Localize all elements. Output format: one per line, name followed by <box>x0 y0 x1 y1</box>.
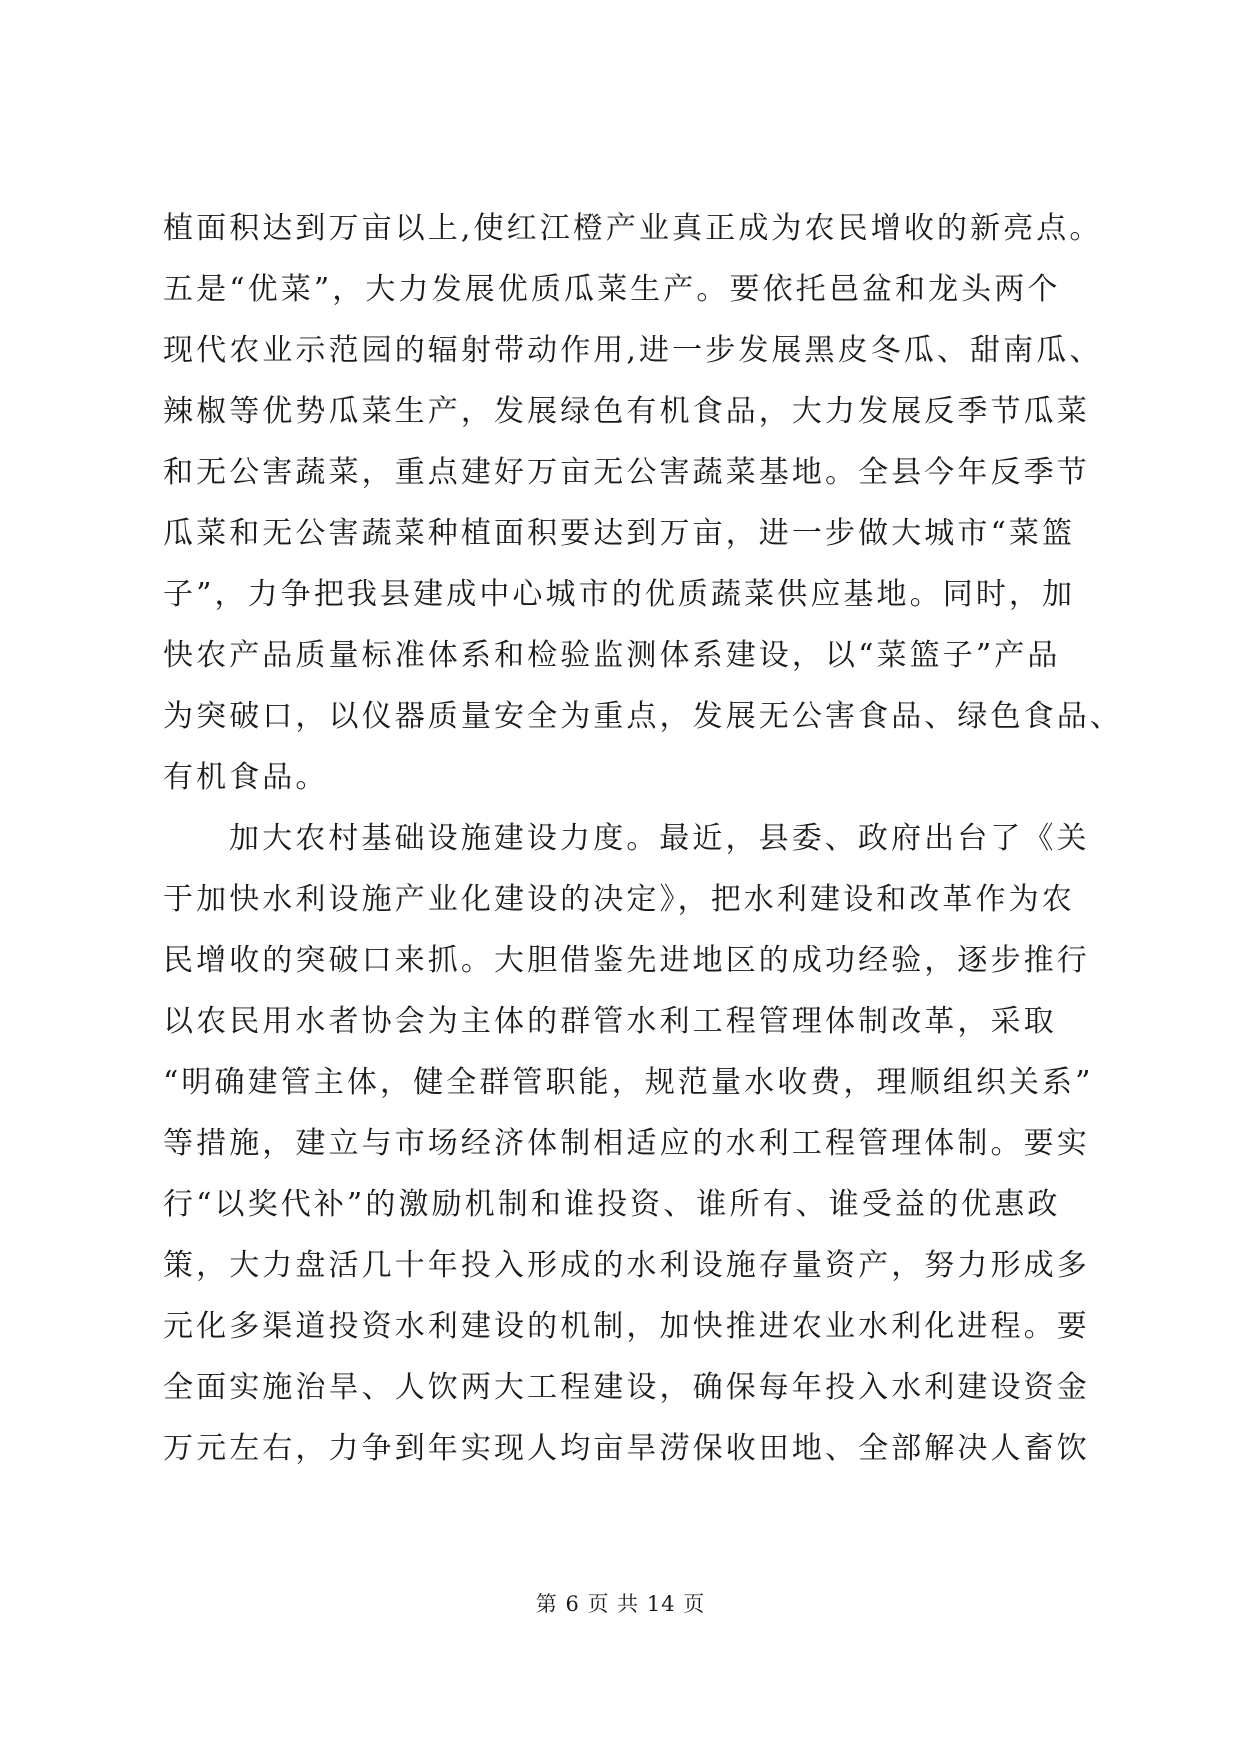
text-line: “明确建管主体，健全群管职能，规范量水收费，理顺组织关系” <box>163 1065 1094 1100</box>
text-line: 子”，力争把我县建成中心城市的优质蔬菜供应基地。同时，加 <box>163 577 1076 612</box>
text-line: 以农民用水者协会为主体的群管水利工程管理体制改革，采取 <box>163 1004 1057 1039</box>
text-line: 元化多渠道投资水利建设的机制，加快推进农业水利化进程。要 <box>163 1309 1090 1344</box>
text-line: 民增收的突破口来抓。大胆借鉴先进地区的成功经验，逐步推行 <box>163 943 1090 978</box>
page-footer: 第 6 页 共 14 页 <box>535 1592 706 1616</box>
text-line: 辣椒等优势瓜菜生产，发展绿色有机食品，大力发展反季节瓜菜 <box>163 394 1090 429</box>
text-line: 现代农业示范园的辐射带动作用,进一步发展黑皮冬瓜、甜南瓜、 <box>163 333 1103 368</box>
text-line: 和无公害蔬菜，重点建好万亩无公害蔬菜基地。全县今年反季节 <box>163 455 1090 490</box>
text-line: 有机食品。 <box>163 760 329 795</box>
text-line: 于加快水利设施产业化建设的决定》，把水利建设和改革作为农 <box>163 882 1075 917</box>
text-line: 全面实施治旱、人饮两大工程建设，确保每年投入水利建设资金 <box>163 1370 1090 1405</box>
text-line: 为突破口，以仪器质量安全为重点，发展无公害食品、绿色食品、 <box>163 699 1123 734</box>
body-text <box>163 198 1123 1479</box>
text-line: 瓜菜和无公害蔬菜种植面积要达到万亩，进一步做大城市“菜篮 <box>163 516 1076 551</box>
text-line: 五是“优菜”，大力发展优质瓜菜生产。要依托邑盆和龙头两个 <box>163 272 1061 307</box>
text-line: 策，大力盘活几十年投入形成的水利设施存量资产，努力形成多 <box>163 1248 1090 1283</box>
text-line: 等措施，建立与市场经济体制相适应的水利工程管理体制。要实 <box>163 1126 1090 1161</box>
text-line: 万元左右，力争到年实现人均亩旱涝保收田地、全部解决人畜饮 <box>163 1431 1090 1466</box>
text-line: 快农产品质量标准体系和检验监测体系建设，以“菜篮子”产品 <box>163 638 1061 673</box>
paragraph-first-line: 加大农村基础设施建设力度。最近，县委、政府出台了《关 <box>229 821 1090 856</box>
text-line: 植面积达到万亩以上,使红江橙产业真正成为农民增收的新亮点。 <box>163 211 1103 246</box>
text-line: 行“以奖代补”的激励机制和谁投资、谁所有、谁受益的优惠政 <box>163 1187 1061 1222</box>
